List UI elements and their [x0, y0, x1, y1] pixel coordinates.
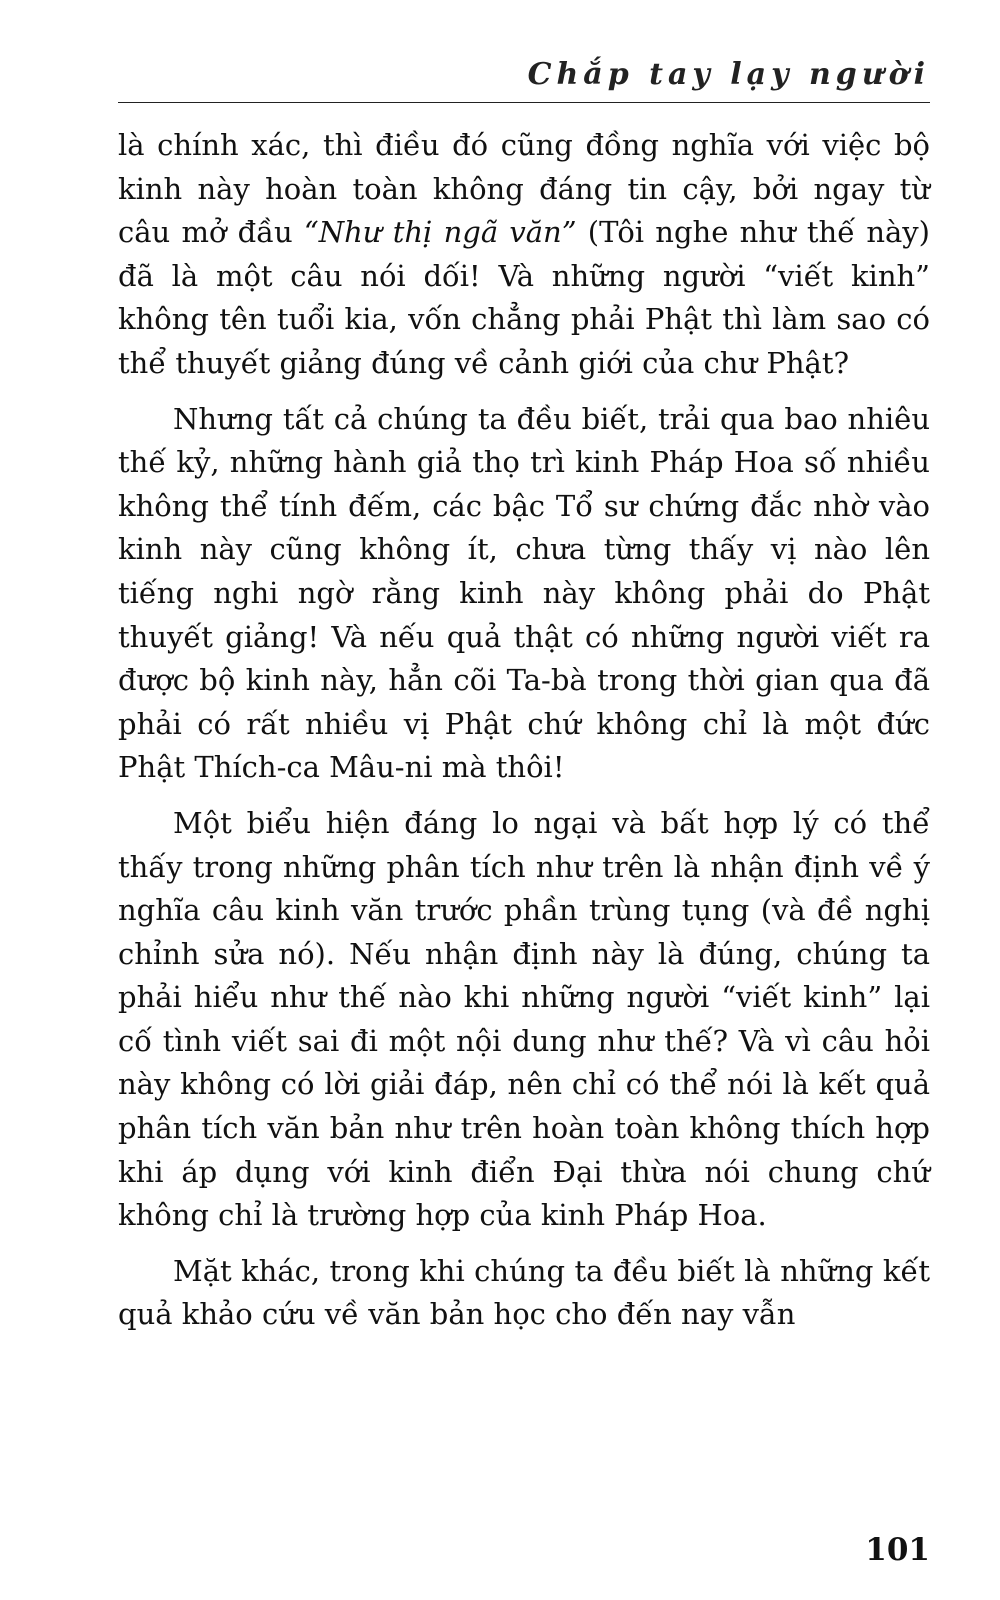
- paragraph-2: Nhưng tất cả chúng ta đều biết, trải qua bao nhiêu thế kỷ, những hành giả thọ trì kinh Pháp Hoa số nhiều không thể tính đếm, các bậc Tổ sư chứng đắc nhờ vào kinh này cũng không ít, chưa từng thấy vị nào lên tiếng nghi ngờ rằng kinh này không phải do Phật thuyết giảng! Và nếu quả thật có những người viết ra được bộ kinh này, hẳn cõi Ta-bà trong thời gian qua đã phải có rất nhiều vị Phật chứ không chỉ là một đức Phật Thích-ca Mâu-ni mà thôi!: [118, 401, 930, 785]
- quoted-sutra-phrase: “Như thị ngã văn”: [303, 215, 577, 250]
- body-text: [118, 124, 930, 1337]
- paragraph-1-text-start: là chính xác, thì điều đó cũng đồng nghĩa với việc bộ kinh này hoàn toàn không đáng tin cậy, bởi ngay từ câu mở đầu: [118, 128, 930, 250]
- running-title: Chắp tay lạy người: [527, 57, 930, 92]
- paragraph-1-text-end: (Tôi nghe như thế này) đã là một câu nói dối! Và những người “viết kinh” không tên tuổi kia, vốn chẳng phải Phật thì làm sao có thể thuyết giảng đúng về cảnh giới của chư Phật?: [118, 215, 930, 380]
- running-header: [118, 52, 930, 103]
- paragraph-4: Mặt khác, trong khi chúng ta đều biết là những kết quả khảo cứu về văn bản học cho đến nay vẫn: [118, 1253, 930, 1332]
- paragraph-1: [118, 124, 930, 386]
- page-number: 101: [865, 1532, 930, 1568]
- paragraph-3: Một biểu hiện đáng lo ngại và bất hợp lý có thể thấy trong những phân tích như trên là nhận định về ý nghĩa câu kinh văn trước phần trùng tụng (và đề nghị chỉnh sửa nó). Nếu nhận định này là đúng, chúng ta phải hiểu như thế nào khi những người “viết kinh” lại cố tình viết sai đi một nội dung như thế? Và vì câu hỏi này không có lời giải đáp, nên chỉ có thể nói là kết quả phân tích văn bản như trên hoàn toàn không thích hợp khi áp dụng với kinh điển Đại thừa nói chung chứ không chỉ là trường hợp của kinh Pháp Hoa.: [118, 805, 930, 1233]
